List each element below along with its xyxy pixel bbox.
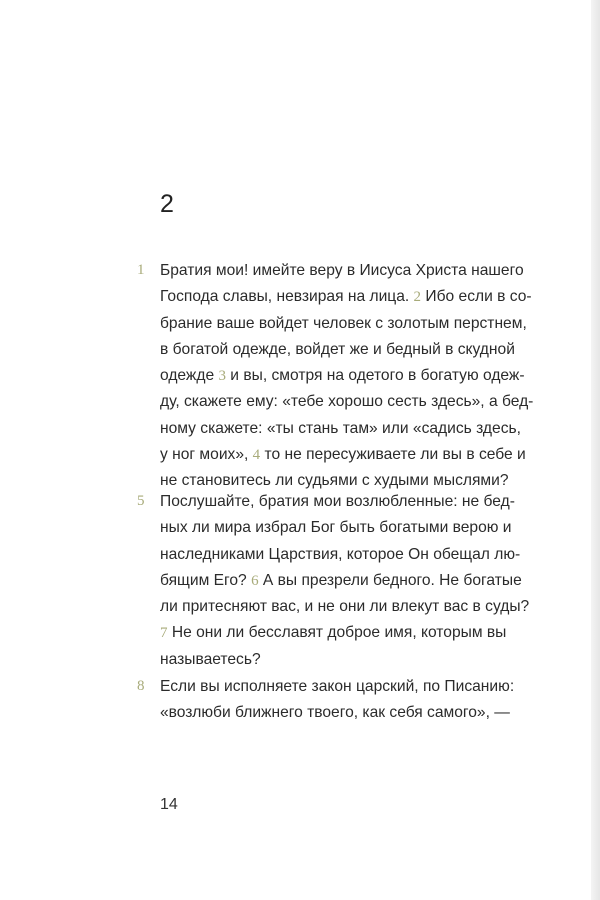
text-line — [160, 258, 524, 284]
text-segment: называетесь? — [160, 650, 261, 668]
text-segment: не становитесь ли судьями с худыми мыслями? — [160, 472, 509, 490]
text-line — [160, 442, 526, 468]
page-edge — [591, 0, 600, 900]
page-number: 14 — [160, 796, 178, 813]
inline-verse-number: 7 — [160, 625, 168, 642]
text-segment: ду, скажете ему: «тебе хорошо сесть здесь», а бед- — [160, 393, 534, 411]
text-line — [160, 284, 532, 310]
margin-verse-number: 5 — [137, 493, 145, 509]
text-segment: Братия мои! имейте веру в Иисуса Христа нашего — [160, 262, 524, 279]
inline-verse-number: 2 — [413, 289, 422, 306]
paragraph-1 — [160, 258, 534, 495]
text-segment: одежде — [160, 367, 219, 385]
text-line — [160, 363, 525, 389]
inline-verse-number: 3 — [218, 368, 226, 385]
text-segment: у ног моих», — [160, 446, 253, 464]
text-line — [160, 515, 512, 541]
text-line — [160, 416, 521, 442]
text-line — [160, 337, 515, 363]
text-segment: ному скажете: «ты стань там» или «садись здесь, — [160, 419, 521, 437]
text-segment: и вы, смотря на одетого в богатую одеж- — [225, 367, 525, 385]
chapter-number: 2 — [160, 190, 174, 218]
text-line — [160, 542, 521, 568]
margin-verse-number: 1 — [137, 262, 145, 278]
text-segment: наследниками Царствия, которое Он обещал лю- — [160, 545, 521, 563]
inline-verse-number: 6 — [251, 572, 259, 589]
text-line — [160, 489, 515, 515]
text-segment: Если вы исполняете закон царский, по Писанию: — [160, 678, 515, 695]
text-segment: Ибо если в со- — [421, 288, 532, 306]
text-segment: Послушайте, братия мои возлюбленные: не бед- — [160, 493, 515, 510]
text-segment: в богатой одежде, войдет же и бедный в скудной — [160, 340, 515, 358]
text-segment: Господа славы, невзирая на лица. — [160, 288, 414, 306]
paragraph-3 — [160, 674, 515, 727]
text-segment: бящим Его? — [160, 571, 252, 589]
text-line — [160, 620, 505, 646]
text-segment: брание ваше войдет человек с золотым перстнем, — [160, 314, 527, 332]
text-line — [160, 674, 515, 700]
text-segment: Не они ли бесславят доброе имя, которым вы — [167, 624, 507, 642]
text-segment: то не пересуживаете ли вы в себе и — [260, 446, 526, 464]
text-line — [160, 700, 510, 726]
text-line — [160, 647, 505, 673]
inline-verse-number: 4 — [252, 447, 261, 464]
text-line — [160, 594, 530, 620]
paragraph-2 — [160, 489, 530, 673]
text-segment: «возлюби ближнего твоего, как себя самого», — — [160, 704, 510, 722]
text-segment: А вы презрели бедного. Не богатые — [258, 571, 522, 589]
text-segment: ных ли мира избрал Бог быть богатыми верою и — [160, 519, 512, 537]
text-segment: ли притесняют вас, и не они ли влекут вас в суды? — [160, 598, 530, 616]
text-line — [160, 389, 534, 415]
text-line — [160, 568, 522, 594]
text-line — [160, 311, 527, 337]
margin-verse-number: 8 — [137, 678, 145, 694]
